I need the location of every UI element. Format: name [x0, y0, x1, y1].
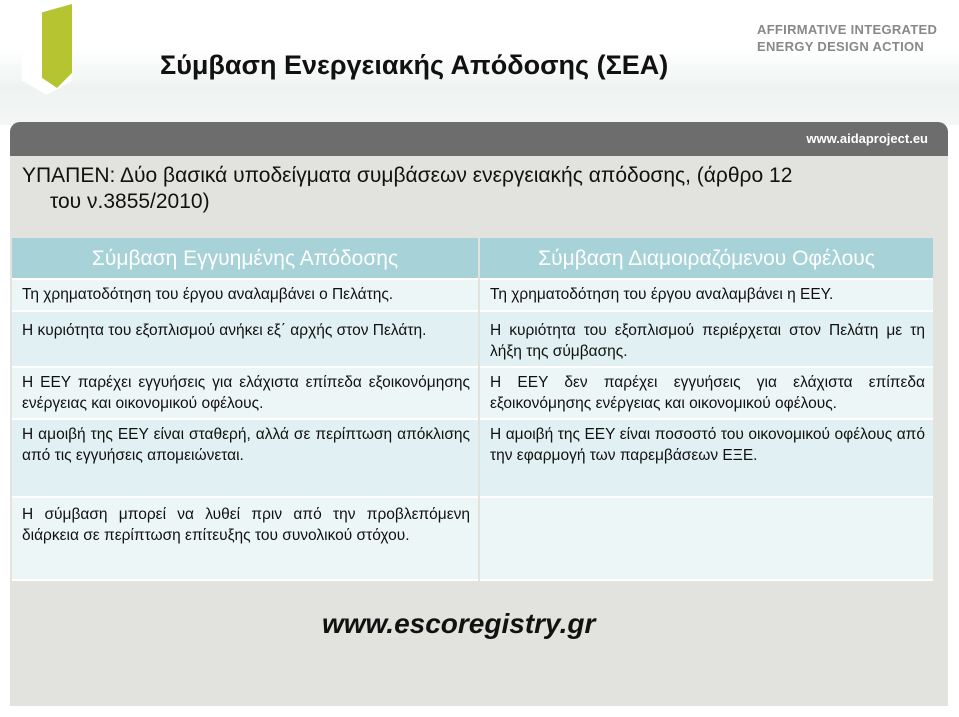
column-header: Σύμβαση Διαμοιραζόμενου Οφέλους	[480, 238, 933, 280]
table-cell: Τη χρηματοδότηση του έργου αναλαμβάνει η ΕΕΥ.	[480, 280, 933, 312]
table-cell: Η σύμβαση μπορεί να λυθεί πριν από την προβλεπόμενη διάρκεια σε περίπτωση επίτευξης του συνολικού στόχου.	[12, 498, 478, 581]
subtitle: ΥΠΑΠΕΝ: Δύο βασικά υποδείγματα συμβάσεων ενεργειακής απόδοσης, (άρθρο 12 του ν.3855/2010)	[22, 164, 793, 213]
table-cell: Η κυριότητα του εξοπλισμού περιέρχεται στον Πελάτη με τη λήξη της σύμβασης.	[480, 312, 933, 368]
table-cell: Η κυριότητα του εξοπλισμού ανήκει εξ΄ αρχής στον Πελάτη.	[12, 312, 478, 368]
brand-text: AFFIRMATIVE INTEGRATED ENERGY DESIGN ACTION	[757, 22, 938, 54]
column-shared-savings	[480, 238, 933, 581]
footer-url[interactable]: www.escoregistry.gr	[322, 608, 596, 639]
column-header: Σύμβαση Εγγυημένης Απόδοσης	[12, 238, 478, 280]
page-title: Σύμβαση Ενεργειακής Απόδοσης (ΣΕΑ)	[160, 50, 669, 80]
project-url: www.aidaproject.eu	[806, 131, 928, 146]
table-cell: Η αμοιβή της ΕΕΥ είναι ποσοστό του οικονομικού οφέλους από την εφαρμογή των παρεμβάσεων ΕΞΕ.	[480, 420, 933, 498]
column-guaranteed-performance	[12, 238, 478, 581]
comparison-table	[12, 238, 933, 583]
table-cell: Η αμοιβή της ΕΕΥ είναι σταθερή, αλλά σε περίπτωση απόκλισης από τις εγγυήσεις απομειώνεται.	[12, 420, 478, 498]
title-bar	[10, 122, 948, 156]
table-cell: Τη χρηματοδότηση του έργου αναλαμβάνει ο Πελάτης.	[12, 280, 478, 312]
aida-logo	[22, 0, 72, 95]
table-cell: Η ΕΕΥ δεν παρέχει εγγυήσεις για ελάχιστα επίπεδα εξοικονόμησης ενέργειας και οικονομικού οφέλους.	[480, 368, 933, 420]
table-cell	[480, 498, 933, 581]
table-cell: Η ΕΕΥ παρέχει εγγυήσεις για ελάχιστα επίπεδα εξοικονόμησης ενέργειας και οικονομικού οφέλους.	[12, 368, 478, 420]
